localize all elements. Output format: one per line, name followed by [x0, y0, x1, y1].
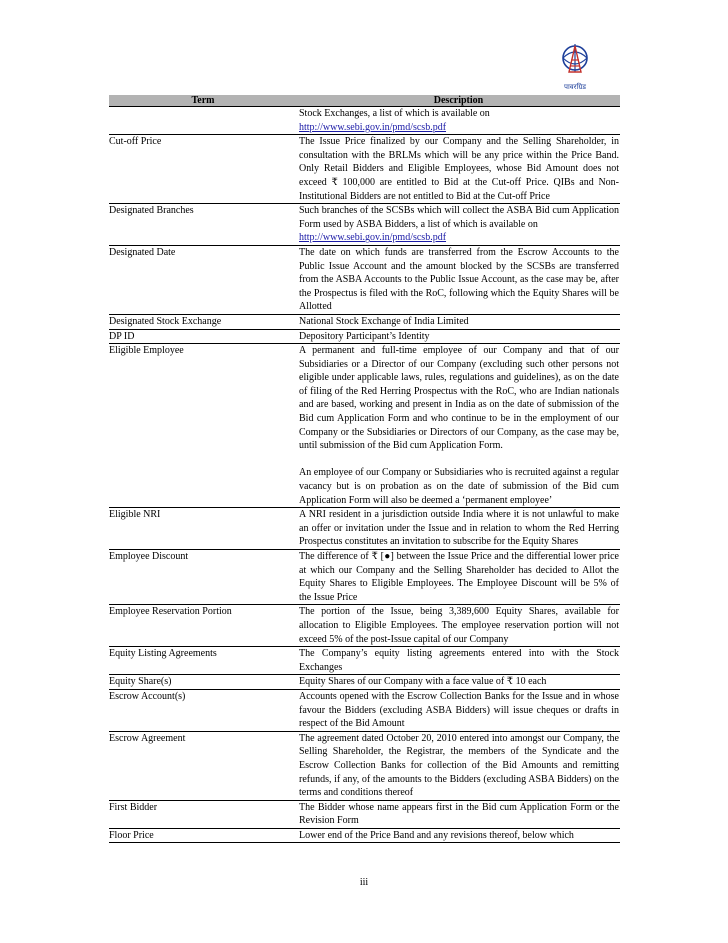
term-cell: Eligible NRI	[109, 508, 297, 550]
table-row	[109, 344, 620, 508]
term-cell: DP ID	[109, 329, 297, 344]
description-cell	[297, 647, 620, 675]
description-cell	[297, 329, 620, 344]
description-paragraph: The portion of the Issue, being 3,389,600 Equity Shares, available for allocation to Eligible Employees. The employee reservation portion will not exceed 5% of the post-Issue capital of our Company	[299, 606, 619, 645]
description-cell	[297, 605, 620, 647]
table-row	[109, 329, 620, 344]
term-cell: Designated Branches	[109, 204, 297, 246]
description-cell	[297, 800, 620, 828]
description-paragraph: Depository Participant’s Identity	[299, 330, 430, 342]
header-term: Term	[109, 95, 297, 107]
term-cell: Employee Discount	[109, 550, 297, 605]
term-cell: Cut-off Price	[109, 135, 297, 204]
description-paragraph: Accounts opened with the Escrow Collection Banks for the Issue and in whose favour the Bidders (excluding ASBA Bidders) will issue cheques or drafts in respect of the Bid Amount	[299, 690, 619, 730]
description-paragraph: The Issue Price finalized by our Company and the Selling Shareholder, in consultation with the BRLMs which will be any price within the Price Band. Only Retail Bidders and Eligible Employees, whose Bid Amount does not exceed ₹ 100,000 are entitled to Bid at the Cut-off Price. QIBs and Non-Institutional Bidders are not entitled to Bid at the Cut-off Price	[299, 136, 619, 202]
description-paragraph: The Company’s equity listing agreements entered into with the Stock Exchanges	[299, 648, 619, 673]
description-cell	[297, 135, 620, 204]
page-number: iii	[359, 877, 369, 888]
table-row	[109, 605, 620, 647]
term-cell: First Bidder	[109, 800, 297, 828]
description-paragraph: National Stock Exchange of India Limited	[299, 315, 469, 327]
description-cell	[297, 675, 620, 690]
table-row	[109, 828, 620, 843]
description-cell	[297, 550, 620, 605]
description-cell	[297, 689, 620, 731]
term-cell: Escrow Account(s)	[109, 689, 297, 731]
description-paragraph: The agreement dated October 20, 2010 entered into amongst our Company, the Selling Shareholder, the Registrar, the members of the Syndicate and the Escrow Collection Banks for collection of the Bid Amounts and remitting refunds, if any, of the amounts to the Bidders (excluding ASBA Bidders) on the terms and conditions thereof	[299, 732, 619, 799]
description-paragraph: Such branches of the SCSBs which will collect the ASBA Bid cum Application Form used by ASBA Bidders, a list of which is available on	[299, 205, 619, 230]
table-row	[109, 800, 620, 828]
description-paragraph: A permanent and full-time employee of our Company and that of our Subsidiaries or a Director of our Company (excluding such other persons not eligible under applicable laws, rules, regulations and guidelines), as on the date of filing of the Red Herring Prospectus with the RoC, who are Indian nationals and are based, working and present in India as on the date of submission of the Bid cum Application Form and who continue to be in the employment of our Company or the Subsidiaries or Directors of our Company, as the case may be, until submission of the Bid cum Application Form.	[299, 345, 619, 452]
table-row	[109, 550, 620, 605]
description-paragraph: The Bidder whose name appears first in the Bid cum Application Form or the Revision Form	[299, 801, 619, 827]
table-row	[109, 731, 620, 800]
term-cell: Floor Price	[109, 828, 297, 843]
term-cell: Eligible Employee	[109, 344, 297, 508]
table-row	[109, 508, 620, 550]
table-row	[109, 647, 620, 675]
term-cell: Equity Listing Agreements	[109, 647, 297, 675]
description-cell	[297, 828, 620, 843]
description-paragraph: The date on which funds are transferred from the Escrow Accounts to the Public Issue Account and the amount blocked by the SCSBs are transferred from the ASBA Accounts to the Public Issue Account, as the case may be, after the Prospectus is filed with the RoC, following which the Equity Shares will be Allotted	[299, 246, 619, 313]
term-cell: Equity Share(s)	[109, 675, 297, 690]
term-cell: Designated Stock Exchange	[109, 314, 297, 329]
table-row	[109, 135, 620, 204]
term-cell: Designated Date	[109, 245, 297, 314]
description-cell	[297, 508, 620, 550]
table-header-row	[109, 95, 620, 107]
table-row	[109, 245, 620, 314]
table-row	[109, 689, 620, 731]
table-body	[109, 107, 620, 843]
description-paragraph: An employee of our Company or Subsidiaries who is recruited against a regular vacancy but is on probation as on the date of submission of the Bid cum Application Form will also be deemed a ‘permanent employee’	[299, 467, 619, 506]
term-cell: Employee Reservation Portion	[109, 605, 297, 647]
description-cell	[297, 314, 620, 329]
description-cell	[297, 204, 620, 246]
description-cell	[297, 107, 620, 135]
logo-text: पावरग्रिड	[563, 83, 587, 91]
sebi-link[interactable]: http://www.sebi.gov.in/pmd/scsb.pdf	[299, 232, 447, 244]
description-cell	[297, 731, 620, 800]
description-paragraph: A NRI resident in a jurisdiction outside India where it is not unlawful to make an offer or invitation under the Issue and in relation to whom the Red Herring Prospectus constitutes an invitation to subscribe for the Equity Shares	[299, 509, 619, 548]
terms-table	[109, 95, 620, 843]
description-paragraph: Equity Shares of our Company with a face value of ₹ 10 each	[299, 676, 547, 688]
description-paragraph: The difference of ₹ [●] between the Issue Price and the differential lower price at which our Company and the Selling Shareholder has decided to Allot the Equity Shares to Eligible Employees. The Employee Discount will be 5% of the Issue Price	[299, 551, 619, 603]
company-logo	[553, 42, 597, 91]
table-row	[109, 675, 620, 690]
table-row	[109, 107, 620, 135]
description-paragraph: Stock Exchanges, a list of which is available on	[299, 108, 490, 119]
term-cell	[109, 107, 297, 135]
header-description: Description	[297, 95, 620, 107]
sebi-link[interactable]: http://www.sebi.gov.in/pmd/scsb.pdf	[299, 121, 447, 133]
description-cell	[297, 245, 620, 314]
table-row	[109, 204, 620, 246]
table-row	[109, 314, 620, 329]
description-paragraph: Lower end of the Price Band and any revisions thereof, below which	[299, 829, 574, 841]
term-cell: Escrow Agreement	[109, 731, 297, 800]
description-cell	[297, 344, 620, 508]
